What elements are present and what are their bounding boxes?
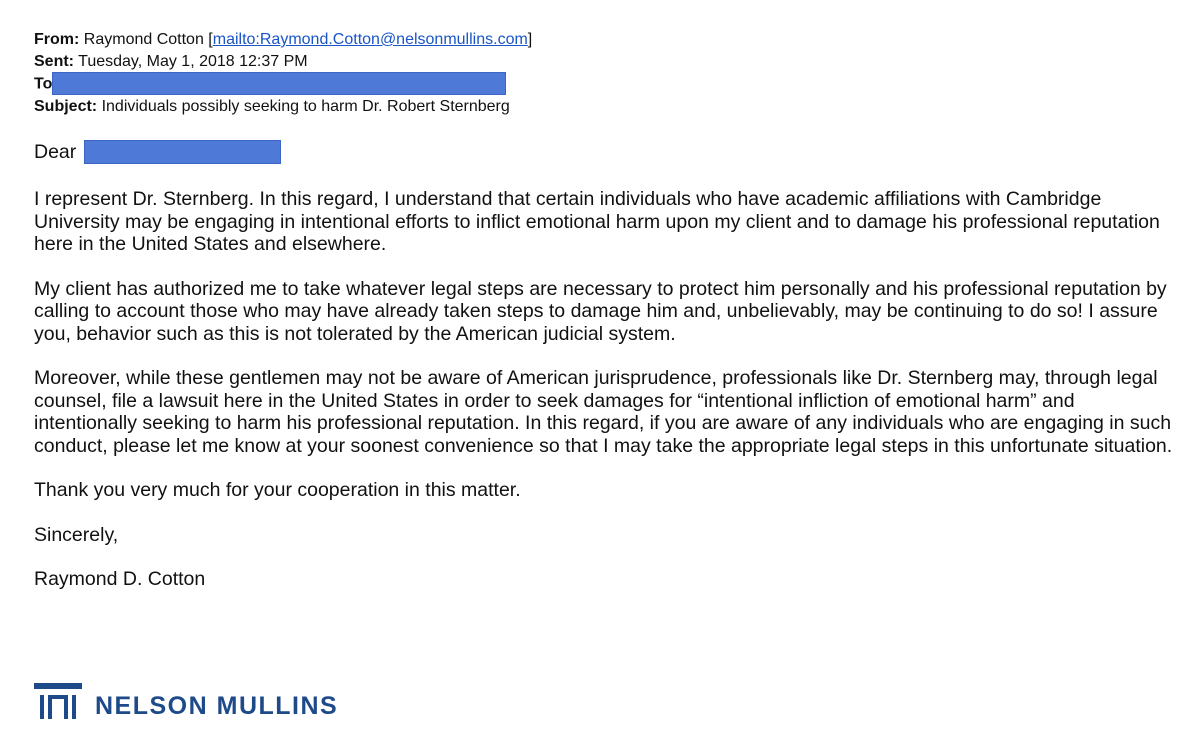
paragraph-2: My client has authorized me to take whatever legal steps are necessary to protect him personally and his professional reputation by calling to account those who may have already taken steps to damage him and, unbelievably, may be continuing to do so! I assure you, behavior such as this is not tolerated by the American judicial system.	[34, 277, 1167, 345]
subject-label: Subject:	[34, 98, 98, 115]
nelson-mullins-logo-icon	[34, 683, 82, 719]
paragraph-4: Thank you very much for your cooperation in this matter.	[34, 479, 521, 501]
greeting: Dear	[34, 140, 77, 163]
subject-line	[34, 96, 1164, 118]
closing: Sincerely,	[34, 523, 119, 546]
paragraph-1: I represent Dr. Sternberg. In this regard, I understand that certain individuals who have academic affiliations with Cambridge University may be engaging in intentional efforts to inflict emotional harm upon my client and to damage his professional reputation here in the United States and elsewhere.	[34, 188, 1160, 255]
sent-line	[34, 51, 1164, 73]
email-header	[34, 29, 1164, 118]
to-label: To	[34, 75, 53, 93]
signature: Raymond D. Cotton	[34, 568, 206, 590]
to-line	[34, 73, 1164, 96]
from-name: Raymond Cotton	[83, 31, 204, 48]
from-label: From:	[34, 31, 80, 48]
paragraph-3: Moreover, while these gentlemen may not be aware of American jurisprudence, professionals like Dr. Sternberg may, through legal counsel, file a lawsuit here in the United States in order to seek damages for “intentional infliction of emotional harm” and intentionally seeking to harm his professional reputation. In this regard, if you are aware of any individuals who are engaging in such conduct, please let me know at your soonest convenience so that I may take the appropriate legal steps in this unfortunate situation.	[34, 367, 1173, 457]
nelson-mullins-logo	[34, 683, 338, 719]
close-bracket: ]	[527, 31, 533, 48]
redacted-recipient	[52, 72, 506, 95]
sender-email-link[interactable]: mailto:Raymond.Cotton@nelsonmullins.com	[212, 31, 528, 48]
greeting-line	[34, 140, 1174, 164]
subject-value: Individuals possibly seeking to harm Dr. Robert Sternberg	[101, 98, 510, 115]
open-bracket: [	[208, 31, 213, 48]
sent-label: Sent:	[34, 53, 74, 70]
from-line	[34, 29, 1164, 51]
logo-text: NELSON MULLINS	[95, 692, 339, 720]
letter-body	[34, 140, 1174, 591]
sent-value: Tuesday, May 1, 2018 12:37 PM	[78, 53, 308, 70]
redacted-addressee	[84, 140, 281, 164]
